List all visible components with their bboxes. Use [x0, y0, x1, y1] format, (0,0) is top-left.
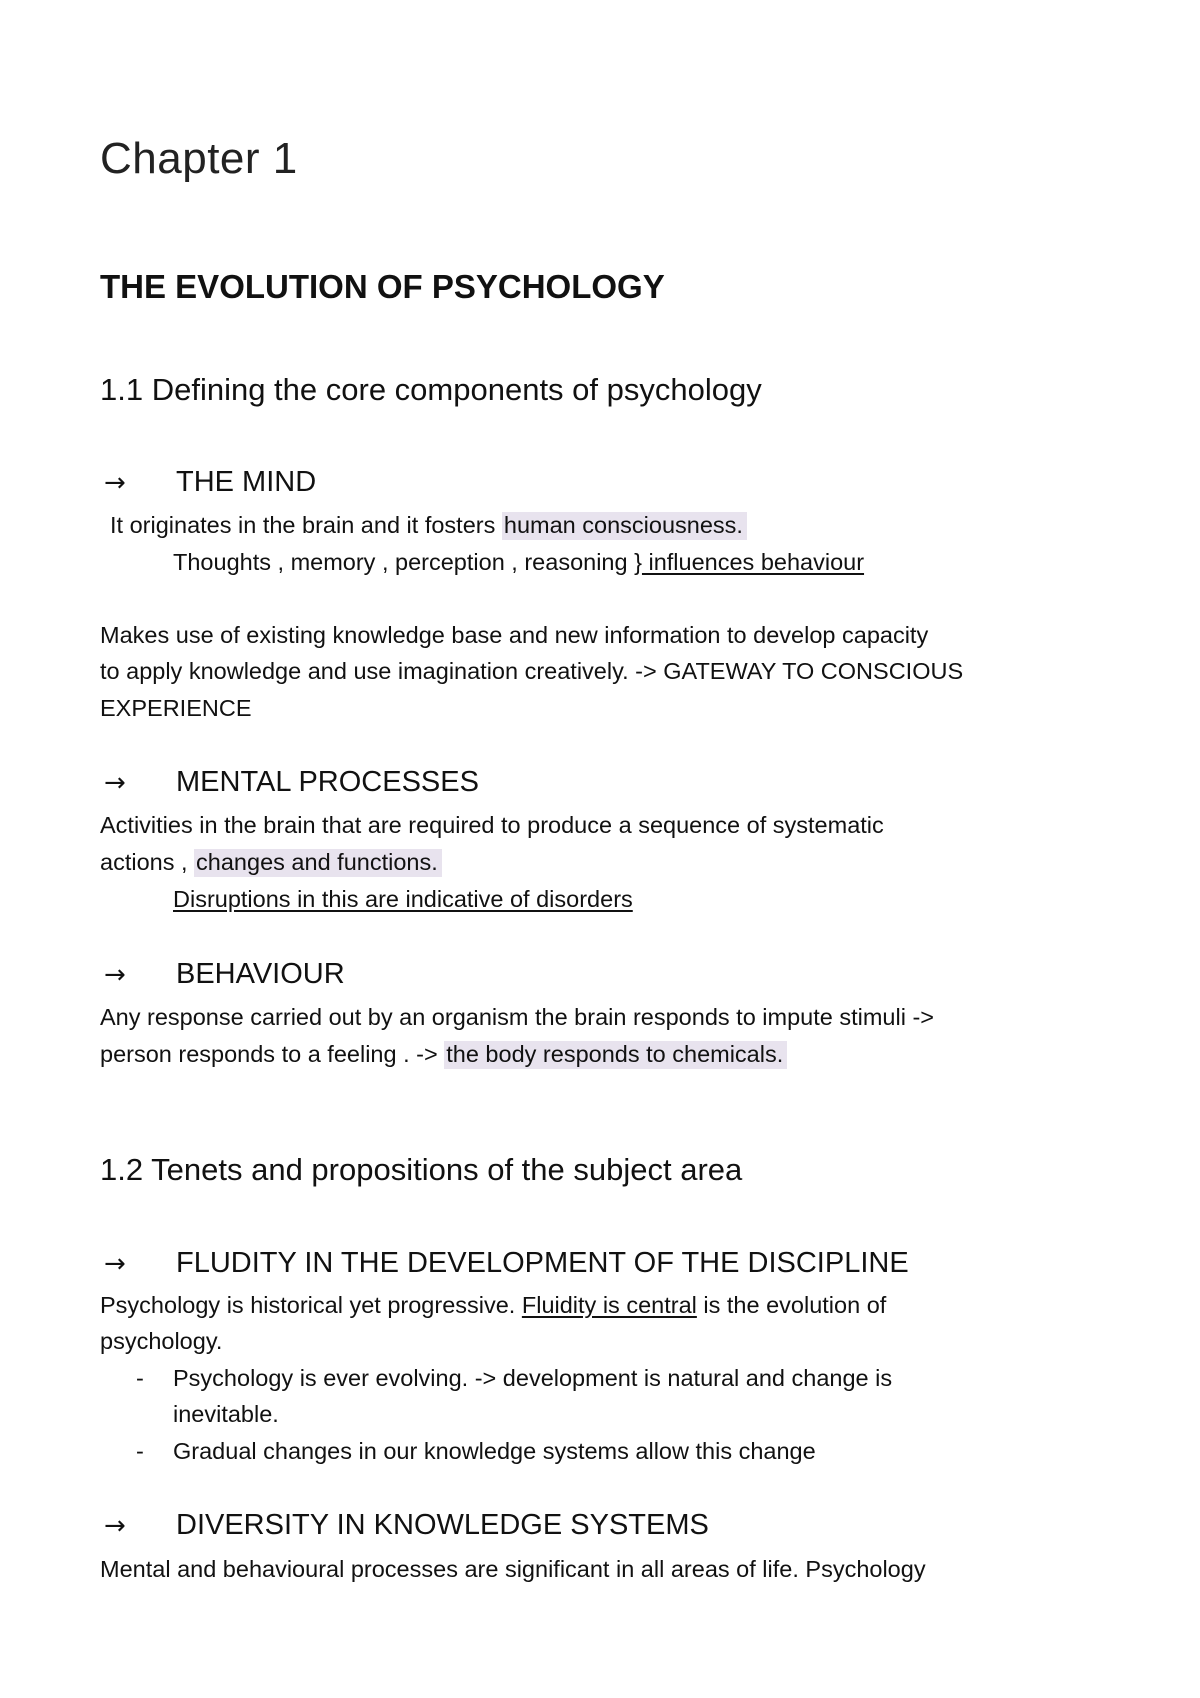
diversity-heading	[104, 1509, 709, 1542]
highlighted-text: changes and functions.	[194, 849, 442, 877]
behaviour-line-2-text: person responds to a feeling . ->	[100, 1041, 445, 1067]
mind-line-2-text: Thoughts , memory , perception , reasoning }	[173, 549, 642, 575]
mental-line-2	[100, 849, 442, 876]
mental-line-2-text: actions ,	[100, 849, 195, 875]
mind-line-1-text: It originates in the brain and it fosters	[110, 512, 502, 538]
underlined-text: influences behaviour	[641, 549, 865, 575]
bullet-1-line-2: inevitable.	[173, 1401, 279, 1427]
arrow-right-icon: →	[104, 1511, 126, 1541]
bullet-2: Gradual changes in our knowledge systems allow this change	[173, 1438, 816, 1464]
fluidity-line-1-text: Psychology is historical yet progressive.	[100, 1292, 522, 1318]
mental-processes-heading	[104, 766, 479, 799]
fluidity-line-2: psychology.	[100, 1328, 223, 1354]
arrow-right-icon: →	[104, 1249, 126, 1279]
highlighted-text: the body responds to chemicals.	[444, 1041, 787, 1069]
mind-line-2	[173, 549, 864, 576]
behaviour-line-1: Any response carried out by an organism the brain responds to impute stimuli ->	[100, 1004, 935, 1030]
mind-paragraph-line-3: EXPERIENCE	[100, 695, 252, 721]
diversity-line-1: Mental and behavioural processes are significant in all areas of life. Psychology	[100, 1556, 926, 1582]
mind-paragraph-line-1: Makes use of existing knowledge base and new information to develop capacity	[100, 622, 929, 648]
mental-line-3-underlined: Disruptions in this are indicative of disorders	[173, 886, 633, 912]
document-heading: THE EVOLUTION OF PSYCHOLOGY	[100, 268, 665, 305]
section-1-title: 1.1 Defining the core components of psychology	[100, 372, 762, 407]
arrow-right-icon: →	[104, 468, 126, 498]
fluidity-heading-text: FLUDITY IN THE DEVELOPMENT OF THE DISCIPLINE	[176, 1247, 909, 1279]
highlighted-text: human consciousness.	[502, 512, 747, 540]
behaviour-heading-text: BEHAVIOUR	[176, 958, 345, 990]
arrow-right-icon: →	[104, 768, 126, 798]
mind-heading	[104, 466, 316, 499]
bullet-dash: -	[136, 1365, 144, 1391]
behaviour-heading	[104, 958, 345, 991]
fluidity-heading	[104, 1247, 909, 1280]
underlined-text: Fluidity is central	[521, 1292, 697, 1318]
mind-heading-text: THE MIND	[176, 466, 317, 498]
fluidity-line-1-text-end: is the evolution of	[696, 1292, 887, 1318]
mental-processes-heading-text: MENTAL PROCESSES	[176, 766, 479, 798]
diversity-heading-text: DIVERSITY IN KNOWLEDGE SYSTEMS	[176, 1509, 709, 1541]
behaviour-line-2	[100, 1041, 787, 1068]
fluidity-line-1	[100, 1292, 886, 1319]
mind-line-1	[110, 512, 747, 539]
bullet-dash: -	[136, 1438, 144, 1464]
mental-line-1: Activities in the brain that are required to produce a sequence of systematic	[100, 812, 884, 838]
arrow-right-icon: →	[104, 960, 126, 990]
bullet-1-line-1: Psychology is ever evolving. -> development is natural and change is	[173, 1365, 893, 1391]
chapter-title: Chapter 1	[100, 134, 298, 183]
mind-paragraph-line-2: to apply knowledge and use imagination creatively. -> GATEWAY TO CONSCIOUS	[100, 658, 964, 684]
section-2-title: 1.2 Tenets and propositions of the subject area	[100, 1152, 743, 1187]
